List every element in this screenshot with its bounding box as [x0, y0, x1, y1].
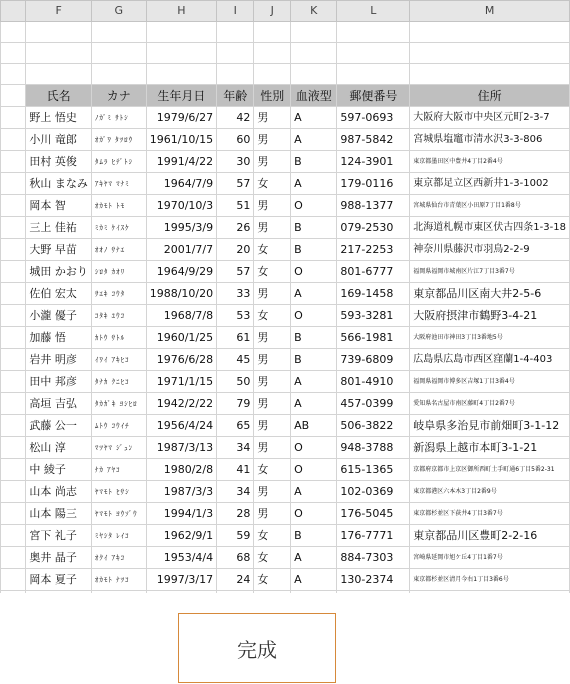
- birthdate-cell[interactable]: 1995/3/9: [146, 217, 216, 239]
- blood-type-cell[interactable]: A: [291, 569, 337, 591]
- birthdate-cell[interactable]: 1962/9/1: [146, 525, 216, 547]
- postal-code-cell[interactable]: 102-0369: [337, 481, 410, 503]
- header-cell[interactable]: 年齢: [217, 85, 254, 107]
- name-cell[interactable]: 岡本 智: [26, 195, 92, 217]
- kana-cell[interactable]: ﾔﾏﾓﾄ ﾖｳｿﾞｳ: [91, 503, 146, 525]
- birthdate-cell[interactable]: 1991/4/22: [146, 151, 216, 173]
- table-row: [1, 371, 570, 393]
- cell[interactable]: [217, 43, 254, 64]
- postal-code-cell[interactable]: 597-0693: [337, 107, 410, 129]
- column-header-g[interactable]: G: [91, 1, 146, 22]
- address-cell[interactable]: 大阪府大阪市中央区元町2-3-7: [410, 107, 570, 129]
- gender-cell[interactable]: 女: [254, 547, 291, 569]
- table-row: [1, 327, 570, 349]
- table-row: [1, 129, 570, 151]
- cell[interactable]: [91, 64, 146, 85]
- name-cell[interactable]: 大野 早苗: [26, 239, 92, 261]
- row-gutter: [1, 393, 26, 415]
- cell[interactable]: [337, 22, 410, 43]
- birthdate-cell[interactable]: 1987/3/13: [146, 437, 216, 459]
- name-cell[interactable]: 小川 竜郎: [26, 129, 92, 151]
- column-header-l[interactable]: L: [337, 1, 410, 22]
- kana-cell[interactable]: ﾐﾔｼﾀ ﾚｲｺ: [91, 525, 146, 547]
- gender-cell[interactable]: 男: [254, 437, 291, 459]
- gender-cell[interactable]: 男: [254, 349, 291, 371]
- age-cell[interactable]: 57: [217, 173, 254, 195]
- birthdate-cell[interactable]: 1987/3/3: [146, 481, 216, 503]
- birthdate-cell[interactable]: 1997/3/17: [146, 569, 216, 591]
- blood-type-cell[interactable]: A: [291, 173, 337, 195]
- cell[interactable]: [410, 22, 570, 43]
- address-cell[interactable]: 神奈川県藤沢市羽鳥2-2-9: [410, 239, 570, 261]
- row-gutter: [1, 195, 26, 217]
- address-cell[interactable]: 東京都港区六本木3丁目2番9号: [410, 481, 570, 503]
- blood-type-cell[interactable]: [291, 591, 337, 594]
- gender-cell[interactable]: 女: [254, 305, 291, 327]
- address-cell[interactable]: 東京都品川区豊町2-2-16: [410, 525, 570, 547]
- address-cell[interactable]: 京都府京都市上京区御所西町土手町通6丁目5番2-31: [410, 459, 570, 481]
- kana-cell[interactable]: ﾀｶｶﾞｷ ﾖｼﾋﾛ: [91, 393, 146, 415]
- cell[interactable]: [254, 43, 291, 64]
- table-row: [1, 591, 570, 594]
- blank-row: [1, 64, 570, 85]
- name-cell[interactable]: 岡本 夏子: [26, 569, 92, 591]
- age-cell[interactable]: 24: [217, 569, 254, 591]
- name-cell[interactable]: 佐伯 宏太: [26, 283, 92, 305]
- age-cell[interactable]: 59: [217, 525, 254, 547]
- birthdate-cell[interactable]: 1979/6/27: [146, 107, 216, 129]
- row-gutter: [1, 525, 26, 547]
- kana-cell[interactable]: ｵｶﾓﾄ ﾄﾓ: [91, 195, 146, 217]
- blank-row: [1, 43, 570, 64]
- address-cell[interactable]: 東京都墨田区中豊井4丁目2番4号: [410, 151, 570, 173]
- table-row: [1, 151, 570, 173]
- cell[interactable]: [26, 64, 92, 85]
- address-cell[interactable]: 東京都品川区南大井2-5-6: [410, 283, 570, 305]
- kana-cell[interactable]: ｵｸｲ ｱｷｺ: [91, 547, 146, 569]
- address-cell[interactable]: 岐阜県多治見市前畑町3-1-12: [410, 415, 570, 437]
- postal-code-cell[interactable]: 176-7771: [337, 525, 410, 547]
- table-row: [1, 195, 570, 217]
- postal-code-cell[interactable]: 615-1365: [337, 459, 410, 481]
- cell[interactable]: [91, 43, 146, 64]
- postal-code-cell[interactable]: 801-4910: [337, 371, 410, 393]
- name-cell[interactable]: 野上 悟史: [26, 107, 92, 129]
- cell[interactable]: [26, 22, 92, 43]
- kana-cell[interactable]: ﾀﾅｶ ｸﾆﾋｺ: [91, 371, 146, 393]
- kana-cell[interactable]: ﾔﾏﾓﾄ ﾋｻｼ: [91, 481, 146, 503]
- row-gutter: [1, 437, 26, 459]
- birthdate-cell[interactable]: 1942/2/22: [146, 393, 216, 415]
- header-cell[interactable]: 郵便番号: [337, 85, 410, 107]
- header-cell[interactable]: カナ: [91, 85, 146, 107]
- address-cell[interactable]: 宮崎県延岡市旭ケ丘4丁目1番7号: [410, 547, 570, 569]
- column-header-row: [1, 1, 570, 22]
- address-cell[interactable]: 宮城県塩竈市清水沢3-3-806: [410, 129, 570, 151]
- gender-cell[interactable]: 男: [254, 327, 291, 349]
- age-cell[interactable]: 45: [217, 349, 254, 371]
- name-cell[interactable]: 高垣 吉弘: [26, 393, 92, 415]
- blood-type-cell[interactable]: O: [291, 195, 337, 217]
- address-cell[interactable]: 宮城県仙台市青葉区小田原7丁目1番8号: [410, 195, 570, 217]
- table-row: [1, 547, 570, 569]
- name-cell[interactable]: 武藤 公一: [26, 415, 92, 437]
- name-cell[interactable]: 宮下 礼子: [26, 525, 92, 547]
- age-cell[interactable]: 57: [217, 261, 254, 283]
- cell[interactable]: [26, 43, 92, 64]
- postal-code-cell[interactable]: 593-3281: [337, 305, 410, 327]
- address-cell[interactable]: 東京都杉並区清月今右1丁目3番6号: [410, 569, 570, 591]
- row-gutter: [1, 547, 26, 569]
- cell[interactable]: [410, 43, 570, 64]
- column-header-k[interactable]: K: [291, 1, 337, 22]
- row-gutter: [1, 217, 26, 239]
- table-row: [1, 437, 570, 459]
- table-row: [1, 503, 570, 525]
- gender-cell[interactable]: 男: [254, 481, 291, 503]
- age-cell[interactable]: 33: [217, 283, 254, 305]
- age-cell[interactable]: 26: [217, 217, 254, 239]
- gender-cell[interactable]: 女: [254, 459, 291, 481]
- blood-type-cell[interactable]: A: [291, 393, 337, 415]
- blood-type-cell[interactable]: O: [291, 261, 337, 283]
- row-gutter: [1, 415, 26, 437]
- age-cell[interactable]: 28: [217, 503, 254, 525]
- kana-cell[interactable]: [91, 591, 146, 594]
- postal-code-cell[interactable]: 124-3901: [337, 151, 410, 173]
- address-cell[interactable]: 福岡県福岡市城南区片江7丁目3番7号: [410, 261, 570, 283]
- row-gutter: [1, 64, 26, 85]
- gender-cell[interactable]: 男: [254, 415, 291, 437]
- age-cell[interactable]: [217, 591, 254, 594]
- kana-cell[interactable]: ﾀﾑﾗ ﾋﾃﾞﾄｼ: [91, 151, 146, 173]
- kana-cell[interactable]: ﾉｶﾞﾐ ｻﾄｼ: [91, 107, 146, 129]
- kana-cell[interactable]: ｵｵﾉ ｻﾅｴ: [91, 239, 146, 261]
- name-cell[interactable]: 田村 英俊: [26, 151, 92, 173]
- row-gutter: [1, 129, 26, 151]
- postal-code-cell[interactable]: 217-2253: [337, 239, 410, 261]
- address-cell[interactable]: 愛知県名古屋市南区藤町4丁目2番7号: [410, 393, 570, 415]
- name-cell[interactable]: 松山 淳: [26, 437, 92, 459]
- column-header-i[interactable]: I: [217, 1, 254, 22]
- gender-cell[interactable]: 男: [254, 503, 291, 525]
- column-header-h[interactable]: H: [146, 1, 216, 22]
- address-cell[interactable]: 北海道札幌市東区伏古四条1-3-18: [410, 217, 570, 239]
- blood-type-cell[interactable]: A: [291, 547, 337, 569]
- gender-cell[interactable]: 男: [254, 151, 291, 173]
- name-cell[interactable]: 山本 尚志: [26, 481, 92, 503]
- name-cell[interactable]: 秋山 まなみ: [26, 173, 92, 195]
- gender-cell[interactable]: 女: [254, 261, 291, 283]
- cell[interactable]: [217, 22, 254, 43]
- row-gutter: [1, 239, 26, 261]
- age-cell[interactable]: 41: [217, 459, 254, 481]
- table-row: [1, 283, 570, 305]
- kana-cell[interactable]: ｲﾜｲ ｱｷﾋｺ: [91, 349, 146, 371]
- age-cell[interactable]: 51: [217, 195, 254, 217]
- table-row: [1, 107, 570, 129]
- age-cell[interactable]: 34: [217, 481, 254, 503]
- gender-cell[interactable]: 男: [254, 107, 291, 129]
- name-cell[interactable]: 加藤 悟: [26, 327, 92, 349]
- cell[interactable]: [337, 64, 410, 85]
- row-gutter: [1, 283, 26, 305]
- gender-cell[interactable]: 女: [254, 173, 291, 195]
- cell[interactable]: [146, 22, 216, 43]
- address-cell[interactable]: 東京都杉並区下荻井4丁目3番7号: [410, 503, 570, 525]
- cell[interactable]: [91, 22, 146, 43]
- row-gutter: [1, 591, 26, 594]
- address-cell[interactable]: 福岡県福岡市博多区吉塚1丁目3番4号: [410, 371, 570, 393]
- postal-code-cell[interactable]: 566-1981: [337, 327, 410, 349]
- age-cell[interactable]: 20: [217, 239, 254, 261]
- birthdate-cell[interactable]: 1964/7/9: [146, 173, 216, 195]
- kana-cell[interactable]: ｵｶﾓﾄ ﾅﾂｺ: [91, 569, 146, 591]
- name-cell[interactable]: [26, 591, 92, 594]
- row-gutter: [1, 22, 26, 43]
- gender-cell[interactable]: 男: [254, 283, 291, 305]
- row-gutter: [1, 151, 26, 173]
- row-gutter: [1, 459, 26, 481]
- blood-type-cell[interactable]: A: [291, 283, 337, 305]
- blood-type-cell[interactable]: B: [291, 349, 337, 371]
- birthdate-cell[interactable]: [146, 591, 216, 594]
- age-cell[interactable]: 65: [217, 415, 254, 437]
- row-gutter: [1, 305, 26, 327]
- birthdate-cell[interactable]: 1976/6/28: [146, 349, 216, 371]
- blank-row: [1, 22, 570, 43]
- kana-cell[interactable]: ｶﾄｳ ｻﾄﾙ: [91, 327, 146, 349]
- kana-cell[interactable]: ﾐｶﾐ ｹｲｽｹ: [91, 217, 146, 239]
- gender-cell[interactable]: 女: [254, 569, 291, 591]
- address-cell[interactable]: [410, 591, 570, 594]
- row-gutter: [1, 261, 26, 283]
- row-gutter: [1, 503, 26, 525]
- age-cell[interactable]: 53: [217, 305, 254, 327]
- kana-cell[interactable]: ﾅｶ ｱﾔｺ: [91, 459, 146, 481]
- kana-cell[interactable]: ｻｴｷ ｺｳﾀ: [91, 283, 146, 305]
- postal-code-cell[interactable]: 884-7303: [337, 547, 410, 569]
- birthdate-cell[interactable]: 1960/1/25: [146, 327, 216, 349]
- address-cell[interactable]: 大阪府池田市神田3丁目3番地5号: [410, 327, 570, 349]
- blood-type-cell[interactable]: A: [291, 107, 337, 129]
- birthdate-cell[interactable]: 1994/1/3: [146, 503, 216, 525]
- table-row: [1, 459, 570, 481]
- name-cell[interactable]: 小瀧 優子: [26, 305, 92, 327]
- name-cell[interactable]: 山本 陽三: [26, 503, 92, 525]
- address-cell[interactable]: 新潟県上越市本町3-1-21: [410, 437, 570, 459]
- age-cell[interactable]: 68: [217, 547, 254, 569]
- cell[interactable]: [254, 64, 291, 85]
- cell[interactable]: [146, 43, 216, 64]
- age-cell[interactable]: 61: [217, 327, 254, 349]
- postal-code-cell[interactable]: 739-6809: [337, 349, 410, 371]
- cell[interactable]: [217, 64, 254, 85]
- header-cell[interactable]: 住所: [410, 85, 570, 107]
- gender-cell[interactable]: 男: [254, 129, 291, 151]
- kana-cell[interactable]: ﾑﾄｳ ｺｳｲﾁ: [91, 415, 146, 437]
- column-header-m[interactable]: M: [410, 1, 570, 22]
- blood-type-cell[interactable]: B: [291, 151, 337, 173]
- row-gutter: [1, 569, 26, 591]
- table-header-row: [1, 85, 570, 107]
- table-row: [1, 261, 570, 283]
- blood-type-cell[interactable]: O: [291, 305, 337, 327]
- birthdate-cell[interactable]: 1988/10/20: [146, 283, 216, 305]
- kana-cell[interactable]: ﾏﾂﾔﾏ ｼﾞｭﾝ: [91, 437, 146, 459]
- kana-cell[interactable]: ｵｶﾞﾜ ﾀﾂﾛｳ: [91, 129, 146, 151]
- table-row: [1, 173, 570, 195]
- table-row: [1, 569, 570, 591]
- row-gutter: [1, 327, 26, 349]
- postal-code-cell[interactable]: [337, 591, 410, 594]
- name-cell[interactable]: 岩井 明彦: [26, 349, 92, 371]
- age-cell[interactable]: 30: [217, 151, 254, 173]
- table-row: [1, 393, 570, 415]
- blood-type-cell[interactable]: A: [291, 371, 337, 393]
- blood-type-cell[interactable]: B: [291, 327, 337, 349]
- row-gutter: [1, 173, 26, 195]
- cell[interactable]: [337, 43, 410, 64]
- blood-type-cell[interactable]: O: [291, 437, 337, 459]
- name-cell[interactable]: 三上 佳祐: [26, 217, 92, 239]
- gender-cell[interactable]: [254, 591, 291, 594]
- age-cell[interactable]: 50: [217, 371, 254, 393]
- header-cell[interactable]: 血液型: [291, 85, 337, 107]
- birthdate-cell[interactable]: 1970/10/3: [146, 195, 216, 217]
- age-cell[interactable]: 34: [217, 437, 254, 459]
- gender-cell[interactable]: 男: [254, 217, 291, 239]
- column-header-corner: [1, 1, 26, 22]
- blood-type-cell[interactable]: AB: [291, 415, 337, 437]
- postal-code-cell[interactable]: 176-5045: [337, 503, 410, 525]
- postal-code-cell[interactable]: 079-2530: [337, 217, 410, 239]
- address-cell[interactable]: 広島県広島市西区窪蘭1-4-403: [410, 349, 570, 371]
- gender-cell[interactable]: 女: [254, 525, 291, 547]
- gender-cell[interactable]: 男: [254, 371, 291, 393]
- postal-code-cell[interactable]: 948-3788: [337, 437, 410, 459]
- age-cell[interactable]: 60: [217, 129, 254, 151]
- table-row: [1, 349, 570, 371]
- gender-cell[interactable]: 男: [254, 393, 291, 415]
- postal-code-cell[interactable]: 801-6777: [337, 261, 410, 283]
- row-gutter: [1, 481, 26, 503]
- name-cell[interactable]: 中 綾子: [26, 459, 92, 481]
- row-gutter: [1, 43, 26, 64]
- table-row: [1, 415, 570, 437]
- cell[interactable]: [291, 22, 337, 43]
- name-cell[interactable]: 田中 邦彦: [26, 371, 92, 393]
- postal-code-cell[interactable]: 506-3822: [337, 415, 410, 437]
- blood-type-cell[interactable]: O: [291, 503, 337, 525]
- cell[interactable]: [291, 64, 337, 85]
- postal-code-cell[interactable]: 179-0116: [337, 173, 410, 195]
- cell[interactable]: [410, 64, 570, 85]
- birthdate-cell[interactable]: 1953/4/4: [146, 547, 216, 569]
- postal-code-cell[interactable]: 457-0399: [337, 393, 410, 415]
- birthdate-cell[interactable]: 1961/10/15: [146, 129, 216, 151]
- birthdate-cell[interactable]: 1968/7/8: [146, 305, 216, 327]
- birthdate-cell[interactable]: 1971/1/15: [146, 371, 216, 393]
- cell[interactable]: [146, 64, 216, 85]
- cell[interactable]: [254, 22, 291, 43]
- postal-code-cell[interactable]: 130-2374: [337, 569, 410, 591]
- age-cell[interactable]: 79: [217, 393, 254, 415]
- header-cell[interactable]: 性別: [254, 85, 291, 107]
- row-gutter: [1, 85, 26, 107]
- kana-cell[interactable]: ｼﾛﾀ ｶｵﾘ: [91, 261, 146, 283]
- postal-code-cell[interactable]: 987-5842: [337, 129, 410, 151]
- postal-code-cell[interactable]: 169-1458: [337, 283, 410, 305]
- kana-cell[interactable]: ｱｷﾔﾏ ﾏﾅﾐ: [91, 173, 146, 195]
- header-cell[interactable]: 生年月日: [146, 85, 216, 107]
- birthdate-cell[interactable]: 1956/4/24: [146, 415, 216, 437]
- birthdate-cell[interactable]: 1980/2/8: [146, 459, 216, 481]
- gender-cell[interactable]: 女: [254, 239, 291, 261]
- table-row: [1, 525, 570, 547]
- name-cell[interactable]: 城田 かおり: [26, 261, 92, 283]
- postal-code-cell[interactable]: 988-1377: [337, 195, 410, 217]
- blood-type-cell[interactable]: O: [291, 459, 337, 481]
- blood-type-cell[interactable]: A: [291, 481, 337, 503]
- column-header-f[interactable]: F: [26, 1, 92, 22]
- header-cell[interactable]: 氏名: [26, 85, 92, 107]
- birthdate-cell[interactable]: 1964/9/29: [146, 261, 216, 283]
- blood-type-cell[interactable]: B: [291, 525, 337, 547]
- table-row: [1, 217, 570, 239]
- blood-type-cell[interactable]: B: [291, 239, 337, 261]
- row-gutter: [1, 107, 26, 129]
- blood-type-cell[interactable]: B: [291, 217, 337, 239]
- kana-cell[interactable]: ｺﾀｷ ﾕｳｺ: [91, 305, 146, 327]
- blood-type-cell[interactable]: A: [291, 129, 337, 151]
- complete-button[interactable]: 完成: [178, 613, 336, 683]
- birthdate-cell[interactable]: 2001/7/7: [146, 239, 216, 261]
- table-row: [1, 481, 570, 503]
- gender-cell[interactable]: 男: [254, 195, 291, 217]
- row-gutter: [1, 371, 26, 393]
- cell[interactable]: [291, 43, 337, 64]
- name-cell[interactable]: 奥井 晶子: [26, 547, 92, 569]
- column-header-j[interactable]: J: [254, 1, 291, 22]
- table-row: [1, 239, 570, 261]
- address-cell[interactable]: 大阪府摂津市鶴野3-4-21: [410, 305, 570, 327]
- table-row: [1, 305, 570, 327]
- row-gutter: [1, 349, 26, 371]
- age-cell[interactable]: 42: [217, 107, 254, 129]
- address-cell[interactable]: 東京都足立区西新井1-3-1002: [410, 173, 570, 195]
